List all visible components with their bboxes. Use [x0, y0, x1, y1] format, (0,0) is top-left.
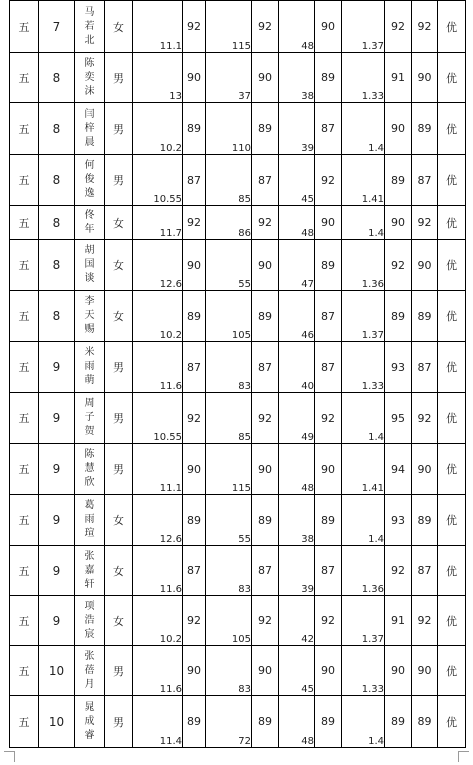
situps-score-cell: 87 [315, 342, 342, 393]
name-character: 嘉 [84, 564, 95, 576]
jump-rope-score-cell: 90 [252, 53, 279, 103]
gender-cell: 女 [105, 291, 133, 342]
total-score-cell: 90 [412, 53, 438, 103]
total-score-cell: 92 [412, 1, 438, 53]
total-score-cell: 87 [412, 155, 438, 206]
total-score-cell: 90 [412, 240, 438, 291]
name-character: 雨 [84, 361, 95, 372]
situps-score-cell: 89 [315, 696, 342, 748]
situps-score-cell: 90 [315, 206, 342, 240]
level-cell: 优 [438, 1, 466, 53]
long-jump-value-cell: 1.4 [342, 696, 385, 748]
gender-cell: 男 [105, 646, 133, 696]
jump-rope-value-cell: 85 [206, 155, 252, 206]
name-character: 浩 [84, 614, 95, 626]
level-cell: 优 [438, 342, 466, 393]
name-character: 轩 [84, 578, 95, 590]
table-row [10, 103, 466, 155]
level-cell: 优 [438, 646, 466, 696]
situps-value-cell: 39 [279, 103, 315, 155]
name-character: 周 [84, 398, 95, 409]
name-character: 国 [84, 259, 95, 270]
run-time-value-cell: 10.55 [133, 393, 183, 444]
grade-cell: 五 [10, 103, 39, 155]
long-jump-value-cell: 1.36 [342, 546, 385, 596]
jump-rope-score-cell: 89 [252, 696, 279, 748]
level-cell: 优 [438, 495, 466, 546]
long-jump-score-cell: 91 [385, 53, 412, 103]
jump-rope-score-cell: 92 [252, 393, 279, 444]
class-cell: 8 [39, 206, 75, 240]
gender-cell: 女 [105, 1, 133, 53]
long-jump-value-cell: 1.37 [342, 1, 385, 53]
long-jump-value-cell: 1.41 [342, 155, 385, 206]
situps-value-cell: 38 [279, 495, 315, 546]
long-jump-value-cell: 1.37 [342, 596, 385, 646]
run-time-score-cell: 90 [183, 53, 206, 103]
name-character: 成 [84, 715, 95, 727]
situps-score-cell: 90 [315, 646, 342, 696]
run-time-value-cell: 11.4 [133, 696, 183, 748]
table-row [10, 53, 466, 103]
name-character: 佟 [84, 209, 95, 221]
situps-value-cell: 42 [279, 596, 315, 646]
name-character: 米 [84, 347, 95, 358]
situps-score-cell: 90 [315, 1, 342, 53]
run-time-value-cell: 12.6 [133, 495, 183, 546]
situps-value-cell: 45 [279, 646, 315, 696]
gender-cell: 女 [105, 596, 133, 646]
jump-rope-score-cell: 92 [252, 206, 279, 240]
student-name-cell [75, 206, 105, 240]
situps-value-cell: 46 [279, 291, 315, 342]
situps-value-cell: 39 [279, 546, 315, 596]
level-cell: 优 [438, 53, 466, 103]
situps-value-cell: 40 [279, 342, 315, 393]
page-corner-mark [4, 751, 15, 762]
run-time-score-cell: 89 [183, 103, 206, 155]
total-score-cell: 92 [412, 596, 438, 646]
jump-rope-score-cell: 92 [252, 1, 279, 53]
class-cell: 10 [39, 696, 75, 748]
name-character: 贺 [84, 426, 95, 437]
name-character: 晨 [84, 136, 95, 148]
level-cell: 优 [438, 596, 466, 646]
total-score-cell: 89 [412, 495, 438, 546]
run-time-value-cell: 11.1 [133, 444, 183, 495]
name-character: 陈 [84, 449, 95, 460]
jump-rope-value-cell: 86 [206, 206, 252, 240]
jump-rope-value-cell: 105 [206, 291, 252, 342]
run-time-score-cell: 90 [183, 240, 206, 291]
name-character: 晁 [84, 701, 95, 713]
grade-cell: 五 [10, 393, 39, 444]
student-name-cell [75, 155, 105, 206]
run-time-value-cell: 11.7 [133, 206, 183, 240]
long-jump-score-cell: 95 [385, 393, 412, 444]
class-cell: 9 [39, 546, 75, 596]
student-name-cell [75, 103, 105, 155]
name-character: 瑄 [84, 528, 95, 539]
situps-value-cell: 48 [279, 696, 315, 748]
jump-rope-value-cell: 83 [206, 646, 252, 696]
run-time-score-cell: 92 [183, 596, 206, 646]
run-time-value-cell: 10.55 [133, 155, 183, 206]
name-character: 陈 [84, 57, 95, 69]
jump-rope-value-cell: 37 [206, 53, 252, 103]
total-score-cell: 90 [412, 646, 438, 696]
name-character: 赐 [84, 324, 95, 335]
run-time-value-cell: 10.2 [133, 291, 183, 342]
situps-value-cell: 45 [279, 155, 315, 206]
class-cell: 9 [39, 342, 75, 393]
gender-cell: 男 [105, 444, 133, 495]
class-cell: 8 [39, 155, 75, 206]
gender-cell: 男 [105, 53, 133, 103]
name-character: 梓 [84, 122, 95, 134]
grade-cell: 五 [10, 646, 39, 696]
gender-cell: 男 [105, 342, 133, 393]
long-jump-score-cell: 93 [385, 342, 412, 393]
level-cell: 优 [438, 546, 466, 596]
table-row [10, 444, 466, 495]
table-row [10, 393, 466, 444]
run-time-value-cell: 11.1 [133, 1, 183, 53]
long-jump-value-cell: 1.4 [342, 206, 385, 240]
name-character: 欣 [84, 477, 95, 488]
long-jump-score-cell: 90 [385, 646, 412, 696]
student-name-cell [75, 696, 105, 748]
name-character: 张 [84, 550, 95, 562]
name-character: 若 [84, 20, 95, 32]
student-name-cell [75, 646, 105, 696]
name-character: 宸 [84, 628, 95, 640]
jump-rope-score-cell: 92 [252, 596, 279, 646]
level-cell: 优 [438, 696, 466, 748]
total-score-cell: 89 [412, 103, 438, 155]
grade-cell: 五 [10, 696, 39, 748]
situps-score-cell: 87 [315, 546, 342, 596]
long-jump-score-cell: 89 [385, 291, 412, 342]
total-score-cell: 92 [412, 393, 438, 444]
table-row [10, 206, 466, 240]
run-time-score-cell: 89 [183, 291, 206, 342]
long-jump-value-cell: 1.4 [342, 103, 385, 155]
jump-rope-value-cell: 85 [206, 393, 252, 444]
name-character: 沫 [84, 85, 95, 97]
student-name-cell [75, 596, 105, 646]
run-time-value-cell: 10.2 [133, 103, 183, 155]
jump-rope-score-cell: 87 [252, 342, 279, 393]
total-score-cell: 87 [412, 342, 438, 393]
level-cell: 优 [438, 291, 466, 342]
table-row [10, 342, 466, 393]
page-corner-mark [458, 751, 469, 762]
jump-rope-score-cell: 90 [252, 444, 279, 495]
situps-value-cell: 38 [279, 53, 315, 103]
situps-score-cell: 90 [315, 444, 342, 495]
name-character: 何 [84, 160, 95, 171]
class-cell: 9 [39, 495, 75, 546]
long-jump-value-cell: 1.41 [342, 444, 385, 495]
name-character: 项 [84, 600, 95, 612]
situps-score-cell: 92 [315, 155, 342, 206]
long-jump-value-cell: 1.33 [342, 342, 385, 393]
class-cell: 8 [39, 103, 75, 155]
gender-cell: 女 [105, 206, 133, 240]
name-character: 年 [84, 223, 95, 235]
long-jump-value-cell: 1.33 [342, 53, 385, 103]
name-character: 葛 [84, 500, 95, 511]
grade-cell: 五 [10, 1, 39, 53]
student-name-cell [75, 291, 105, 342]
class-cell: 9 [39, 444, 75, 495]
name-character: 萌 [84, 375, 95, 386]
grade-cell: 五 [10, 444, 39, 495]
class-cell: 9 [39, 393, 75, 444]
table-row [10, 596, 466, 646]
long-jump-value-cell: 1.36 [342, 240, 385, 291]
jump-rope-score-cell: 89 [252, 495, 279, 546]
table-row [10, 1, 466, 53]
run-time-score-cell: 92 [183, 393, 206, 444]
long-jump-score-cell: 92 [385, 546, 412, 596]
name-character: 雨 [84, 514, 95, 525]
run-time-value-cell: 11.6 [133, 546, 183, 596]
situps-value-cell: 47 [279, 240, 315, 291]
jump-rope-value-cell: 83 [206, 342, 252, 393]
student-name-cell [75, 1, 105, 53]
class-cell: 8 [39, 53, 75, 103]
jump-rope-value-cell: 105 [206, 596, 252, 646]
name-character: 闫 [84, 108, 95, 120]
name-character: 月 [84, 678, 95, 690]
gender-cell: 男 [105, 393, 133, 444]
student-name-cell [75, 495, 105, 546]
run-time-value-cell: 11.6 [133, 342, 183, 393]
run-time-score-cell: 90 [183, 646, 206, 696]
level-cell: 优 [438, 444, 466, 495]
jump-rope-score-cell: 90 [252, 646, 279, 696]
gender-cell: 女 [105, 546, 133, 596]
run-time-value-cell: 10.2 [133, 596, 183, 646]
class-cell: 8 [39, 291, 75, 342]
run-time-value-cell: 12.6 [133, 240, 183, 291]
long-jump-score-cell: 93 [385, 495, 412, 546]
run-time-score-cell: 87 [183, 155, 206, 206]
situps-value-cell: 48 [279, 1, 315, 53]
run-time-value-cell: 11.6 [133, 646, 183, 696]
long-jump-score-cell: 92 [385, 1, 412, 53]
jump-rope-value-cell: 55 [206, 240, 252, 291]
student-name-cell [75, 546, 105, 596]
jump-rope-score-cell: 87 [252, 546, 279, 596]
name-character: 俊 [84, 174, 95, 185]
class-cell: 8 [39, 240, 75, 291]
long-jump-score-cell: 89 [385, 696, 412, 748]
student-fitness-table [9, 0, 466, 748]
jump-rope-score-cell: 89 [252, 103, 279, 155]
run-time-score-cell: 89 [183, 696, 206, 748]
name-character: 逸 [84, 188, 95, 199]
jump-rope-value-cell: 83 [206, 546, 252, 596]
situps-score-cell: 87 [315, 291, 342, 342]
long-jump-value-cell: 1.4 [342, 495, 385, 546]
gender-cell: 男 [105, 103, 133, 155]
total-score-cell: 87 [412, 546, 438, 596]
situps-score-cell: 89 [315, 495, 342, 546]
total-score-cell: 90 [412, 444, 438, 495]
long-jump-value-cell: 1.33 [342, 646, 385, 696]
level-cell: 优 [438, 206, 466, 240]
situps-value-cell: 48 [279, 206, 315, 240]
grade-cell: 五 [10, 240, 39, 291]
gender-cell: 女 [105, 495, 133, 546]
jump-rope-score-cell: 89 [252, 291, 279, 342]
grade-cell: 五 [10, 155, 39, 206]
name-character: 睿 [84, 729, 95, 741]
total-score-cell: 89 [412, 291, 438, 342]
table-row [10, 155, 466, 206]
run-time-score-cell: 89 [183, 495, 206, 546]
grade-cell: 五 [10, 596, 39, 646]
situps-score-cell: 89 [315, 53, 342, 103]
level-cell: 优 [438, 155, 466, 206]
long-jump-score-cell: 92 [385, 240, 412, 291]
name-character: 马 [84, 6, 95, 18]
run-time-score-cell: 87 [183, 342, 206, 393]
grade-cell: 五 [10, 342, 39, 393]
situps-score-cell: 92 [315, 393, 342, 444]
name-character: 子 [84, 412, 95, 423]
student-name-cell [75, 342, 105, 393]
jump-rope-value-cell: 55 [206, 495, 252, 546]
situps-value-cell: 48 [279, 444, 315, 495]
name-character: 奕 [84, 71, 95, 83]
grade-cell: 五 [10, 495, 39, 546]
class-cell: 9 [39, 596, 75, 646]
grade-cell: 五 [10, 206, 39, 240]
grade-cell: 五 [10, 546, 39, 596]
name-character: 张 [84, 650, 95, 662]
grade-cell: 五 [10, 53, 39, 103]
long-jump-score-cell: 90 [385, 206, 412, 240]
long-jump-score-cell: 90 [385, 103, 412, 155]
long-jump-score-cell: 91 [385, 596, 412, 646]
gender-cell: 女 [105, 240, 133, 291]
student-name-cell [75, 444, 105, 495]
jump-rope-value-cell: 115 [206, 1, 252, 53]
total-score-cell: 92 [412, 206, 438, 240]
situps-value-cell: 49 [279, 393, 315, 444]
situps-score-cell: 87 [315, 103, 342, 155]
run-time-score-cell: 87 [183, 546, 206, 596]
run-time-score-cell: 92 [183, 1, 206, 53]
long-jump-value-cell: 1.4 [342, 393, 385, 444]
name-character: 慧 [84, 463, 95, 474]
run-time-score-cell: 92 [183, 206, 206, 240]
student-name-cell [75, 240, 105, 291]
table-body [10, 1, 466, 748]
long-jump-score-cell: 89 [385, 155, 412, 206]
table-row [10, 696, 466, 748]
name-character: 谈 [84, 273, 95, 284]
jump-rope-score-cell: 90 [252, 240, 279, 291]
table-row [10, 240, 466, 291]
table-row [10, 546, 466, 596]
table-row [10, 291, 466, 342]
table-row [10, 646, 466, 696]
table-row [10, 495, 466, 546]
class-cell: 10 [39, 646, 75, 696]
name-character: 李 [84, 296, 95, 307]
situps-score-cell: 89 [315, 240, 342, 291]
jump-rope-value-cell: 110 [206, 103, 252, 155]
jump-rope-value-cell: 115 [206, 444, 252, 495]
level-cell: 优 [438, 103, 466, 155]
run-time-score-cell: 90 [183, 444, 206, 495]
run-time-value-cell: 13 [133, 53, 183, 103]
situps-score-cell: 92 [315, 596, 342, 646]
jump-rope-value-cell: 72 [206, 696, 252, 748]
jump-rope-score-cell: 87 [252, 155, 279, 206]
long-jump-value-cell: 1.37 [342, 291, 385, 342]
long-jump-score-cell: 94 [385, 444, 412, 495]
level-cell: 优 [438, 393, 466, 444]
gender-cell: 男 [105, 696, 133, 748]
name-character: 北 [84, 34, 95, 46]
total-score-cell: 89 [412, 696, 438, 748]
level-cell: 优 [438, 240, 466, 291]
name-character: 胡 [84, 245, 95, 256]
student-name-cell [75, 393, 105, 444]
class-cell: 7 [39, 1, 75, 53]
name-character: 蓓 [84, 664, 95, 676]
name-character: 天 [84, 310, 95, 321]
gender-cell: 男 [105, 155, 133, 206]
student-name-cell [75, 53, 105, 103]
grade-cell: 五 [10, 291, 39, 342]
